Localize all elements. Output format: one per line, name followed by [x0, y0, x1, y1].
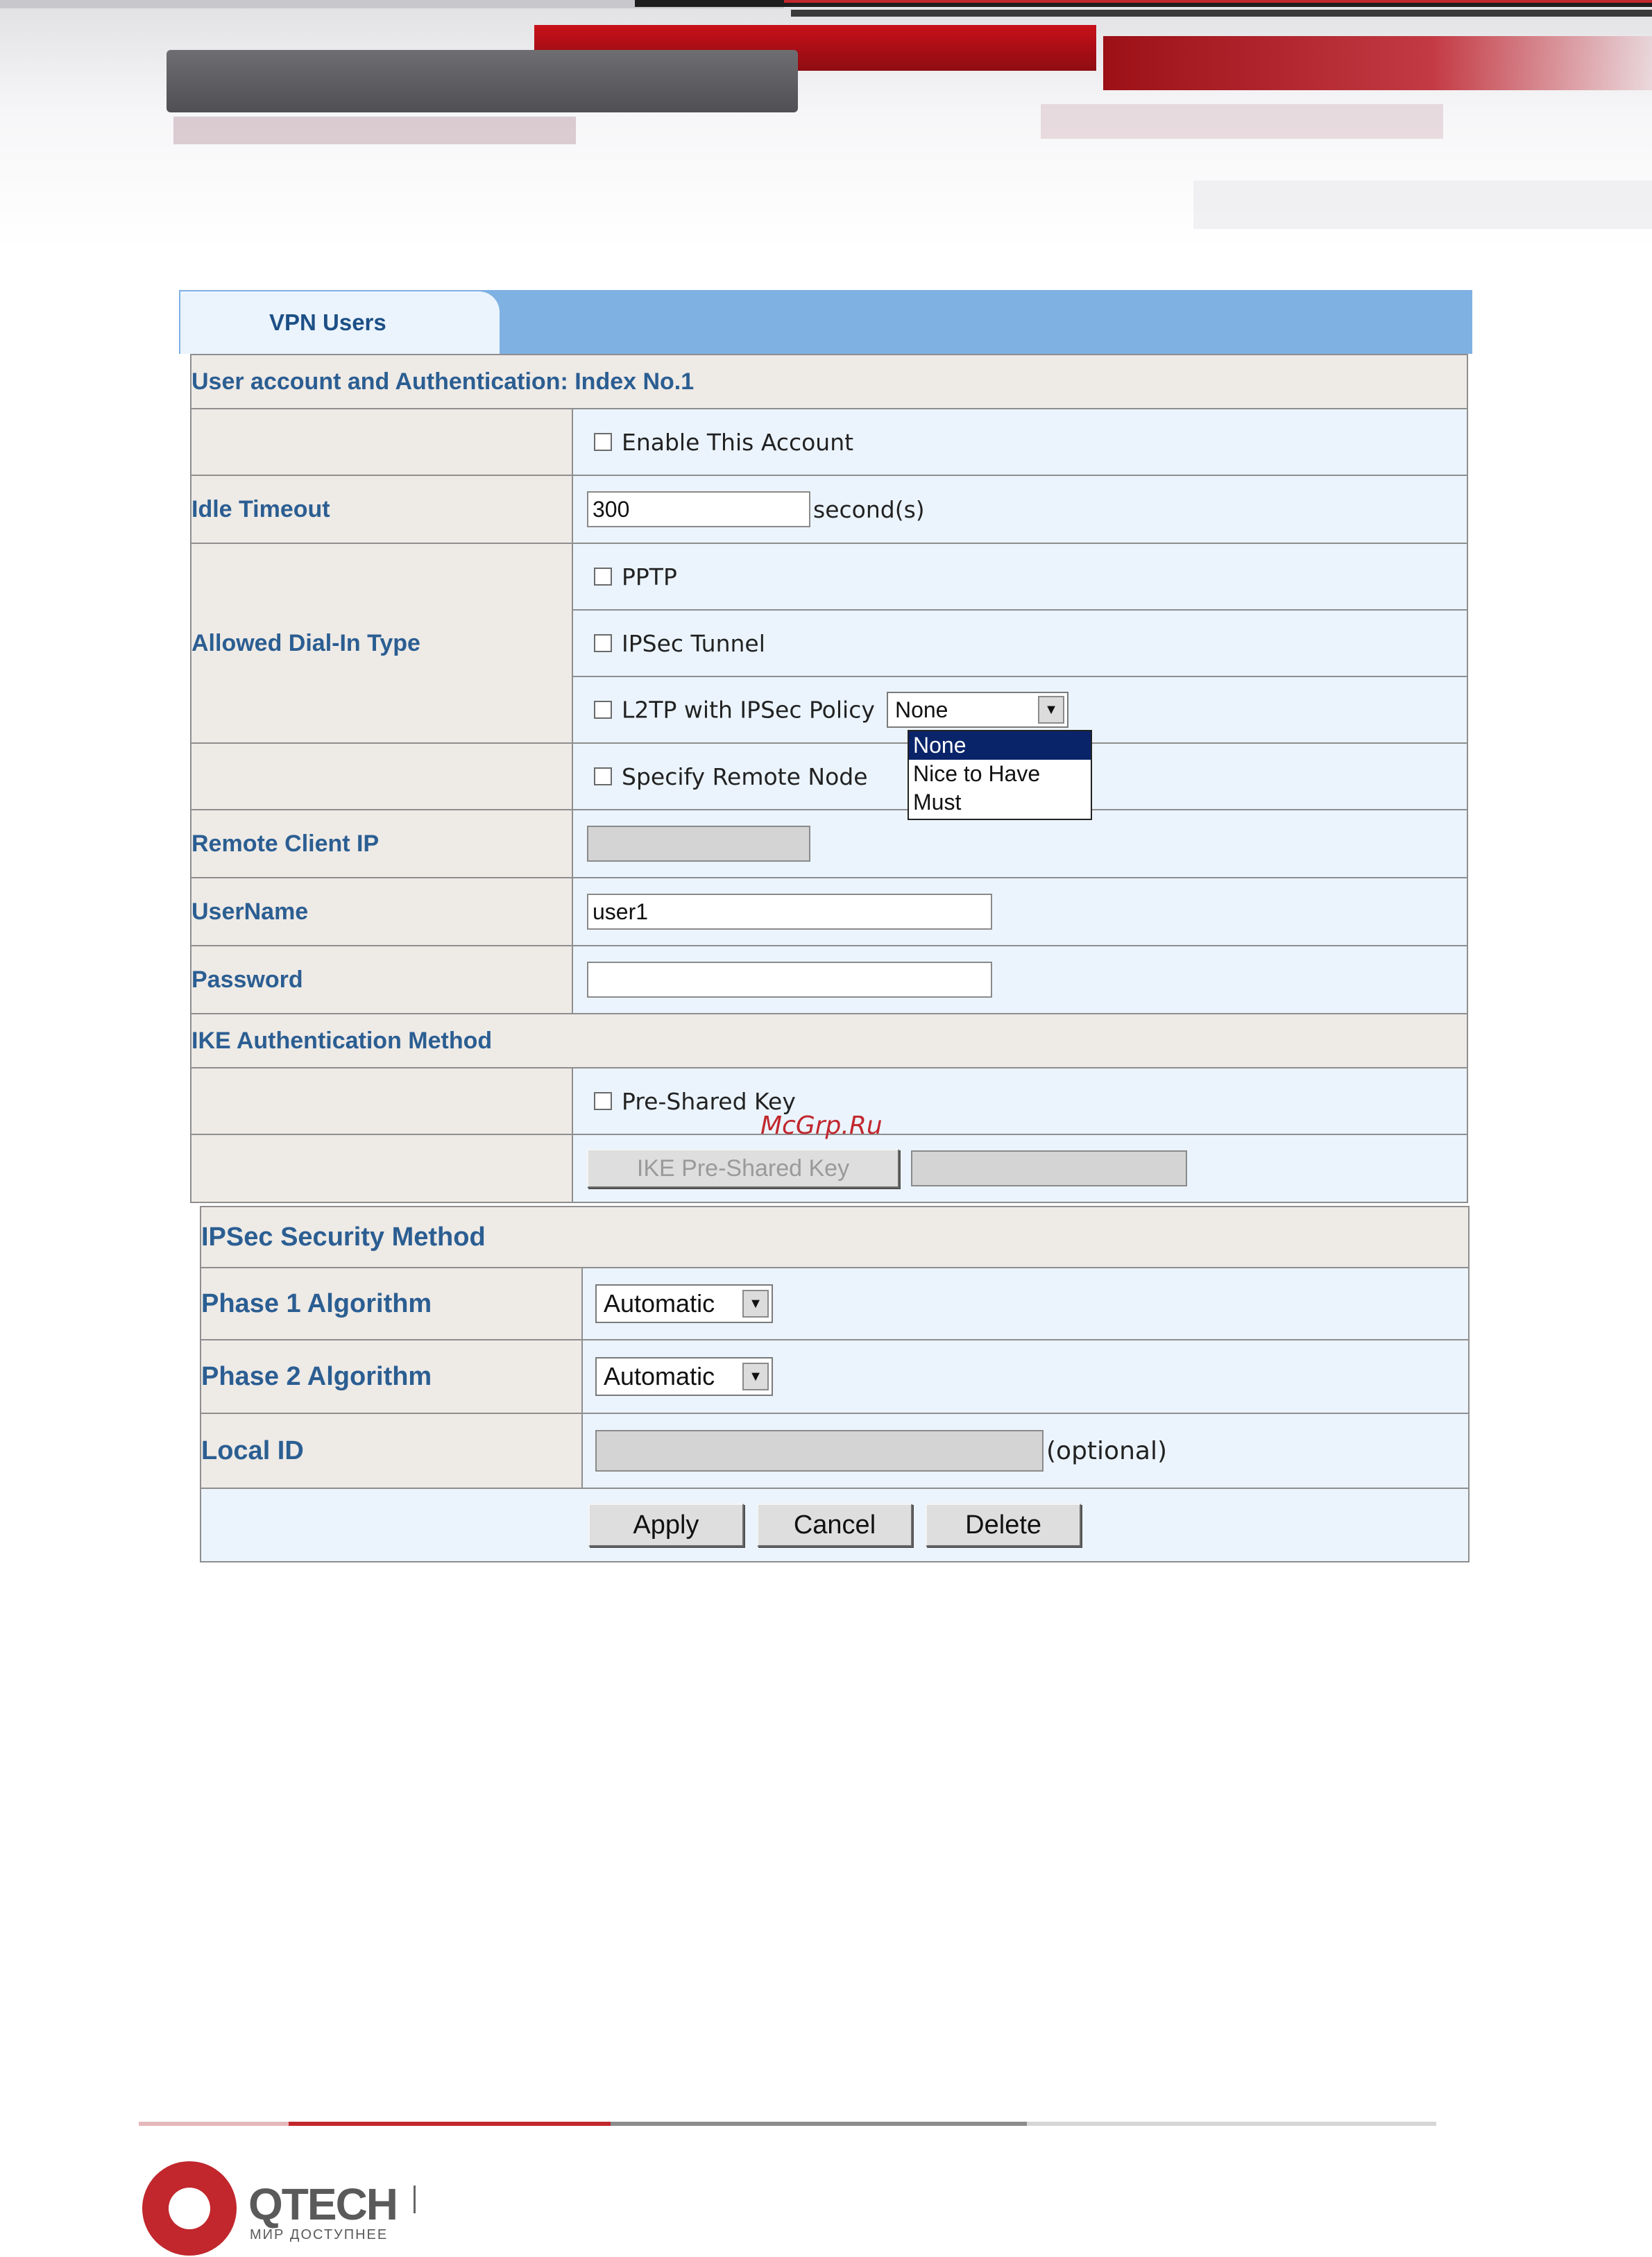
chevron-down-icon[interactable]: ▼ — [742, 1290, 769, 1318]
pptp-label: PPTP — [622, 563, 677, 590]
local-id-label: Local ID — [201, 1413, 582, 1488]
specify-remote-node-checkbox[interactable] — [594, 767, 612, 785]
footer-divider — [414, 2186, 416, 2213]
tab-bar — [179, 290, 1472, 354]
l2tp-policy-dropdown-list — [908, 730, 1092, 820]
actions-cell — [201, 1488, 1469, 1562]
qtech-logo-icon — [142, 2161, 237, 2256]
ike-pre-shared-key-input[interactable] — [911, 1150, 1187, 1186]
user-account-table — [190, 354, 1468, 1203]
brand-name: QTECH — [248, 2179, 397, 2229]
delete-button[interactable]: Delete — [926, 1504, 1081, 1547]
empty-label-cell — [191, 409, 572, 475]
idle-timeout-label: Idle Timeout — [191, 475, 572, 543]
phase2-cell — [582, 1340, 1469, 1413]
watermark-text: McGrp.Ru — [760, 1112, 883, 1140]
ike-key-cell — [572, 1134, 1467, 1202]
ipsec-security-table — [200, 1206, 1470, 1562]
phase1-select[interactable] — [595, 1284, 773, 1323]
empty-label-cell — [191, 1068, 572, 1134]
pptp-cell — [572, 543, 1467, 610]
footer-line-segment — [1027, 2122, 1436, 2126]
username-input[interactable]: user1 — [587, 894, 992, 930]
vpn-users-panel — [179, 290, 1472, 1572]
local-id-hint: (optional) — [1046, 1436, 1167, 1465]
footer-line-segment — [289, 2122, 611, 2126]
section-title-ipsec: IPSec Security Method — [201, 1207, 1469, 1268]
empty-label-cell — [191, 743, 572, 810]
password-label: Password — [191, 946, 572, 1014]
enable-account-cell — [572, 409, 1467, 475]
apply-button[interactable]: Apply — [588, 1504, 744, 1547]
chevron-down-icon[interactable]: ▼ — [742, 1363, 769, 1390]
chevron-down-icon[interactable]: ▼ — [1038, 696, 1064, 724]
brand-slogan: МИР ДОСТУПНЕЕ — [250, 2227, 389, 2242]
idle-timeout-input[interactable]: 300 — [587, 491, 810, 527]
pre-shared-key-checkbox[interactable] — [594, 1092, 612, 1110]
header-banner — [0, 0, 1652, 250]
phase1-label: Phase 1 Algorithm — [201, 1268, 582, 1340]
ipsec-tunnel-label: IPSec Tunnel — [622, 629, 765, 657]
tab-vpn-users[interactable]: VPN Users — [180, 291, 500, 354]
l2tp-policy-value: None — [894, 697, 948, 722]
pre-shared-key-label: Pre-Shared Key — [622, 1087, 796, 1115]
section-title-ike: IKE Authentication Method — [191, 1014, 1467, 1068]
password-cell — [572, 946, 1467, 1014]
phase1-value: Automatic — [604, 1289, 715, 1318]
remote-client-ip-input[interactable] — [587, 826, 810, 862]
dropdown-option-none[interactable]: None — [909, 731, 1091, 760]
username-label: UserName — [191, 878, 572, 946]
ipsec-tunnel-cell — [572, 610, 1467, 676]
idle-timeout-unit: second(s) — [813, 495, 925, 523]
dropdown-option-must[interactable]: Must — [913, 790, 962, 815]
idle-timeout-cell — [572, 475, 1467, 543]
phase2-label: Phase 2 Algorithm — [201, 1340, 582, 1413]
cancel-button[interactable]: Cancel — [757, 1504, 912, 1547]
l2tp-label: L2TP with IPSec Policy — [622, 696, 875, 724]
phase1-cell — [582, 1268, 1469, 1340]
l2tp-checkbox[interactable] — [594, 701, 612, 719]
section-title-account: User account and Authentication: Index No.1 — [191, 355, 1467, 409]
dropdown-option-nice-to-have[interactable]: Nice to Have — [913, 761, 1041, 786]
phase2-select[interactable] — [595, 1357, 773, 1396]
l2tp-policy-select[interactable] — [887, 692, 1068, 728]
local-id-cell — [582, 1413, 1469, 1488]
ike-pre-shared-key-button[interactable]: IKE Pre-Shared Key — [587, 1149, 899, 1188]
empty-label-cell — [191, 1134, 572, 1202]
phase2-value: Automatic — [604, 1362, 715, 1390]
username-cell — [572, 878, 1467, 946]
enable-account-label: Enable This Account — [622, 428, 854, 456]
pptp-checkbox[interactable] — [594, 568, 612, 586]
dial-in-type-label: Allowed Dial-In Type — [191, 543, 572, 743]
password-input[interactable] — [587, 962, 992, 998]
footer-line-segment — [139, 2122, 289, 2126]
local-id-input[interactable] — [595, 1430, 1044, 1472]
specify-remote-node-label: Specify Remote Node — [622, 763, 868, 790]
pre-shared-key-cell — [572, 1068, 1467, 1134]
footer-line-segment — [611, 2122, 1027, 2126]
remote-client-ip-label: Remote Client IP — [191, 810, 572, 878]
ipsec-tunnel-checkbox[interactable] — [594, 634, 612, 652]
enable-account-checkbox[interactable] — [594, 433, 612, 451]
